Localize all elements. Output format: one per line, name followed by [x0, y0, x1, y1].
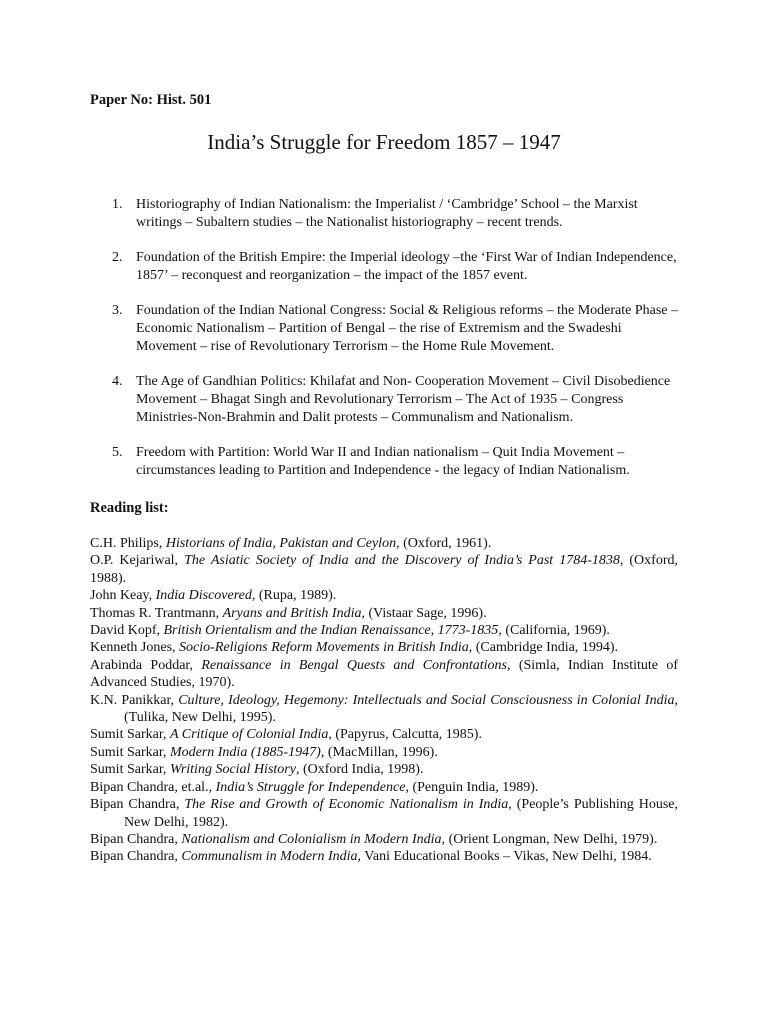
reading-title: British Orientalism and the Indian Renaissance, 1773-1835	[163, 623, 499, 639]
reading-list-heading: Reading list:	[90, 500, 169, 516]
topic-text: Foundation of the Indian National Congress: Social & Religious reforms – the Moderate Phase – Economic Nationalism – Partition of Bengal – the rise of Extremism and the Swadeshi Movement – rise of Revolutionary Terrorism – the Home Rule Movement.	[136, 303, 679, 354]
reading-title: Historians of India, Pakistan and Ceylon	[165, 536, 397, 551]
reading-author: Bipan Chandra,	[90, 831, 182, 847]
reading-entry	[90, 779, 678, 796]
reading-entry	[90, 535, 678, 552]
reading-entry	[90, 796, 678, 831]
reading-details: , (California, 1969).	[498, 623, 610, 639]
reading-entry	[90, 587, 678, 604]
reading-details: , (Oxford, 1961).	[396, 536, 492, 551]
reading-author: C.H. Philips,	[90, 536, 166, 551]
reading-title: Communalism in Modern India	[181, 849, 358, 865]
topic-number: 3.	[112, 303, 123, 318]
paper-number: Paper No: Hist. 501	[90, 92, 212, 108]
reading-entry	[90, 552, 678, 587]
reading-author: Bipan Chandra, et.al.,	[90, 779, 216, 795]
topic-item	[112, 249, 682, 285]
reading-details: , (Rupa, 1989).	[251, 588, 337, 604]
reading-details: , (Penguin India, 1989).	[405, 779, 539, 795]
reading-title: India Discovered	[155, 588, 252, 604]
reading-details: , (Orient Longman, New Delhi, 1979).	[441, 831, 658, 847]
topic-text: Freedom with Partition: World War II and Indian nationalism – Quit India Movement – circumstances leading to Partition and Independence - the legacy of Indian Nationalism.	[136, 445, 630, 478]
reading-details: , (MacMillan, 1996).	[320, 744, 438, 760]
reading-title: The Rise and Growth of Economic Nationalism in India	[184, 797, 509, 813]
reading-author: Arabinda Poddar,	[90, 657, 202, 673]
reading-details: , (Cambridge India, 1994).	[468, 640, 619, 656]
topic-item	[112, 196, 682, 232]
reading-details: , (Oxford, 1988).	[90, 553, 678, 586]
topic-item	[112, 373, 682, 427]
reading-entry	[90, 639, 678, 656]
reading-author: K.N. Panikkar,	[90, 692, 179, 708]
reading-list	[90, 535, 678, 866]
reading-entry	[90, 761, 678, 778]
topic-text: Foundation of the British Empire: the Imperial ideology –the ‘First War of Indian Independence, 1857’ – reconquest and reorganization – the impact of the 1857 event.	[136, 250, 677, 283]
topic-number: 2.	[112, 250, 123, 265]
reading-title: Nationalism and Colonialism in Modern India	[181, 831, 442, 847]
reading-details: , (Papyrus, Calcutta, 1985).	[328, 727, 482, 743]
topic-number: 5.	[112, 445, 123, 460]
reading-title: Socio-Religions Reform Movements in British India	[179, 640, 469, 656]
reading-title: India’s Struggle for Independence	[215, 779, 406, 795]
reading-entry	[90, 744, 678, 761]
reading-title: Culture, Ideology, Hegemony: Intellectuals and Social Consciousness in Colonial India	[178, 692, 675, 708]
reading-entry	[90, 848, 678, 865]
reading-author: Sumit Sarkar,	[90, 762, 170, 778]
reading-entry	[90, 692, 678, 727]
topic-item	[112, 444, 682, 480]
reading-entry	[90, 831, 678, 848]
topic-number: 4.	[112, 374, 123, 389]
topic-number: 1.	[112, 197, 123, 212]
reading-title: The Asiatic Society of India and the Discovery of India’s Past 1784-1838	[184, 553, 620, 569]
page-title: India’s Struggle for Freedom 1857 – 1947	[207, 130, 561, 154]
reading-author: Thomas R. Trantmann,	[90, 605, 223, 621]
reading-author: Bipan Chandra,	[90, 849, 182, 865]
reading-entry	[90, 605, 678, 622]
reading-title: A Critique of Colonial India	[169, 727, 329, 743]
reading-author: John Keay,	[90, 588, 156, 604]
reading-title: Aryans and British India	[222, 605, 362, 621]
reading-details: , (Simla, Indian Institute of Advanced Studies, 1970).	[90, 657, 678, 691]
syllabus-topics	[112, 196, 682, 497]
topic-item	[112, 302, 682, 356]
reading-author: Sumit Sarkar,	[90, 744, 170, 760]
reading-details: , (Oxford India, 1998).	[295, 762, 424, 778]
topic-text: The Age of Gandhian Politics: Khilafat and Non- Cooperation Movement – Civil Disobedience Movement – Bhagat Singh and Revolutionary Terrorism – The Act of 1935 – Congress Ministries-Non-Brahmin and Dalit protests – Communalism and Nationalism.	[136, 374, 671, 425]
reading-author: Bipan Chandra,	[90, 797, 185, 813]
reading-details: , (People’s Publishing House, New Delhi, 1982).	[124, 797, 678, 830]
reading-entry	[90, 726, 678, 743]
reading-entry	[90, 622, 678, 639]
reading-title: Modern India (1885-1947)	[169, 744, 321, 760]
topic-text: Historiography of Indian Nationalism: the Imperialist / ‘Cambridge’ School – the Marxist writings – Subaltern studies – the Nationalist historiography – recent trends.	[136, 197, 638, 230]
reading-title: Renaissance in Bengal Quests and Confrontations	[201, 657, 507, 673]
reading-author: Kenneth Jones,	[90, 640, 180, 656]
reading-details: , Vani Educational Books – Vikas, New Delhi, 1984.	[357, 849, 652, 865]
reading-details: , (Tulika, New Delhi, 1995).	[124, 692, 678, 726]
reading-title: Writing Social History	[169, 762, 296, 778]
reading-author: O.P. Kejariwal,	[90, 553, 185, 569]
reading-details: , (Vistaar Sage, 1996).	[361, 605, 487, 621]
reading-author: David Kopf,	[90, 623, 164, 639]
reading-author: Sumit Sarkar,	[90, 727, 170, 743]
reading-entry	[90, 657, 678, 692]
